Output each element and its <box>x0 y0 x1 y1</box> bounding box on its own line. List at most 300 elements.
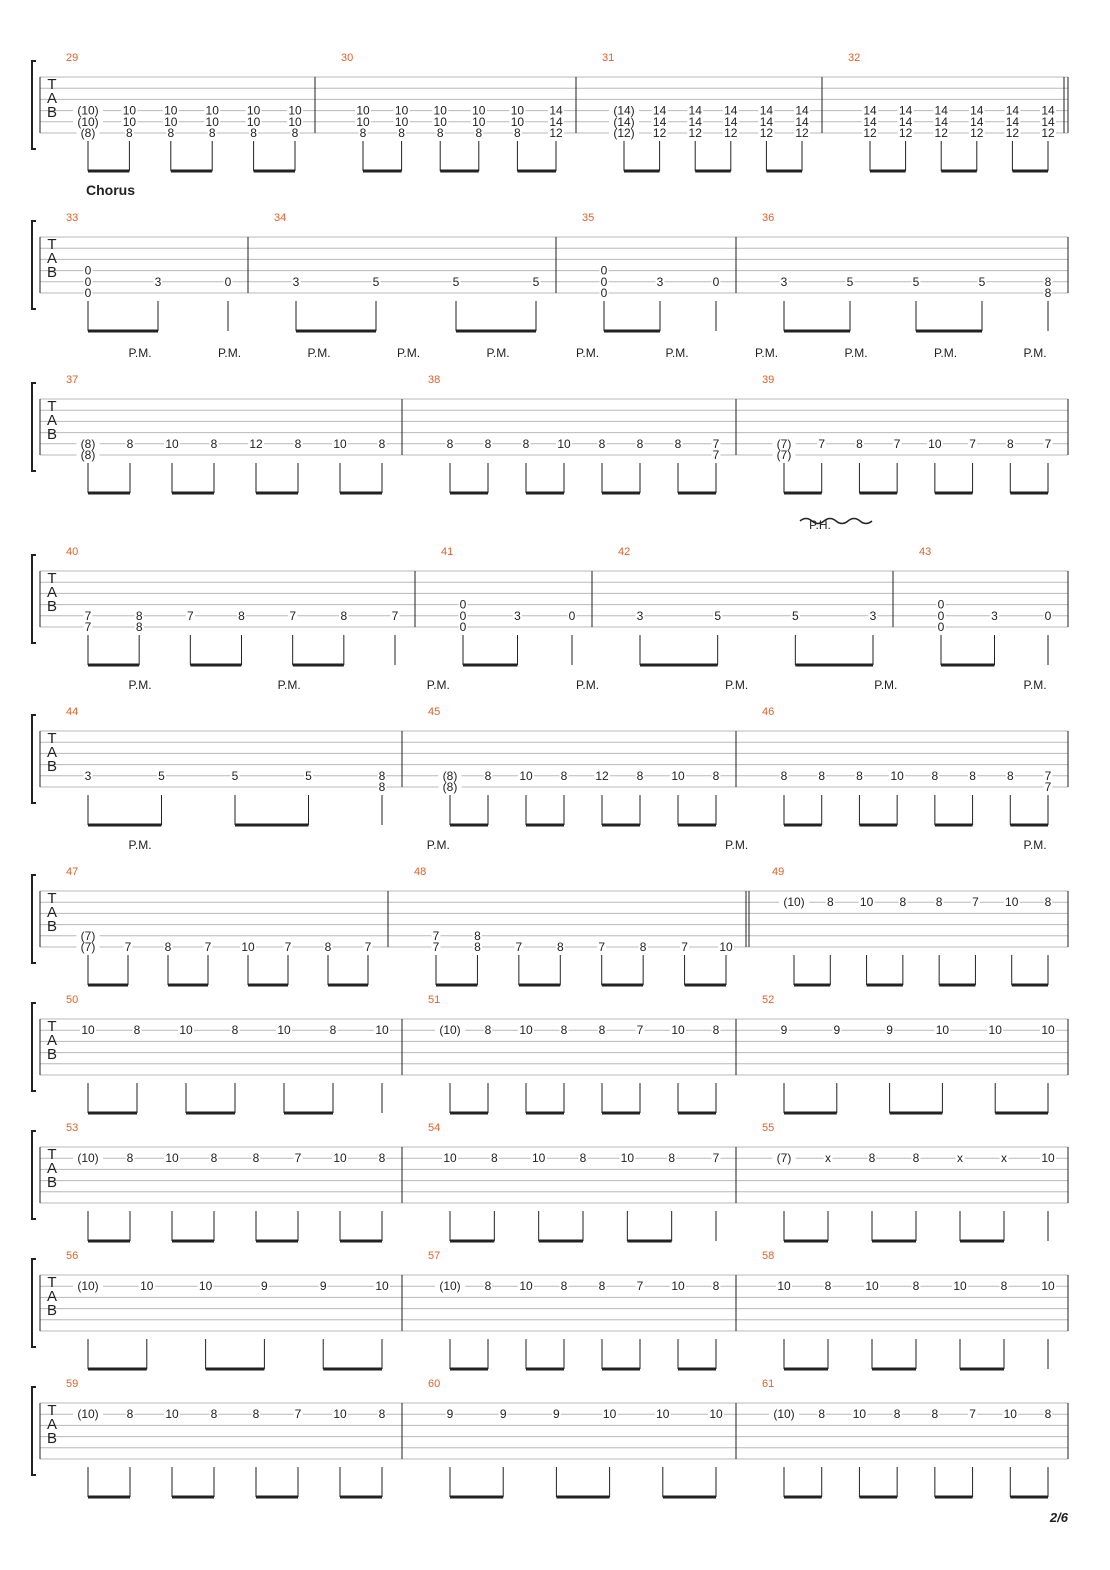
measure-number: 30 <box>341 52 354 64</box>
fret-number: 0 <box>937 597 945 612</box>
fret-number: 10 <box>531 1151 546 1166</box>
fret-number: 10 <box>928 436 942 451</box>
fret-number: 10 <box>656 1407 670 1422</box>
fret-number: 8 <box>636 768 644 783</box>
fret-number: 8 <box>329 1023 337 1038</box>
fret-number: 5 <box>305 768 312 783</box>
fret-number: 10 <box>375 1023 389 1038</box>
fret-number: 10 <box>953 1279 967 1294</box>
fret-number: 0 <box>84 263 92 278</box>
fret-number: 9 <box>446 1407 454 1422</box>
measure-number: 34 <box>274 212 287 224</box>
tab-clef-letter: A <box>46 584 58 601</box>
fret-number: 10 <box>510 114 525 129</box>
fret-number: 10 <box>1005 895 1019 910</box>
fret-number: 8 <box>126 436 134 451</box>
fret-number: 5 <box>912 274 920 289</box>
fret-number: 10 <box>709 1407 723 1422</box>
fret-number: 5 <box>978 274 986 289</box>
fret-number: (10) <box>439 1023 461 1038</box>
fret-number: 7 <box>294 1151 302 1166</box>
fret-number: x <box>825 1151 831 1166</box>
fret-number: 8 <box>231 1023 239 1038</box>
fret-number: 10 <box>333 436 347 451</box>
measure-number: 29 <box>66 52 79 64</box>
fret-number: 7 <box>636 1279 644 1294</box>
fret-number: 7 <box>515 940 523 954</box>
fret-number: 0 <box>712 274 720 289</box>
tab-clef-letter: B <box>46 104 58 121</box>
fret-number: 12 <box>970 126 984 140</box>
measure-number: 49 <box>772 866 785 878</box>
tab-clef-letter: T <box>47 1274 57 1291</box>
fret-number: 10 <box>443 1151 457 1166</box>
fret-number: 8 <box>712 1023 720 1038</box>
fret-number: 10 <box>164 114 178 129</box>
palm-mute-annotation: P.M. <box>217 346 242 360</box>
fret-number: 10 <box>671 768 685 783</box>
fret-number: 3 <box>84 768 92 783</box>
fret-number: 7 <box>969 1407 976 1422</box>
fret-number: 10 <box>557 436 571 451</box>
fret-number: 14 <box>934 114 948 129</box>
fret-number: 10 <box>1041 1151 1055 1166</box>
measure-number: 61 <box>762 1378 775 1390</box>
fret-number: 14 <box>970 103 984 118</box>
fret-number: 14 <box>652 114 667 129</box>
tab-clef-letter: B <box>46 1174 58 1191</box>
measure-number: 59 <box>66 1378 79 1390</box>
fret-number: 8 <box>560 1279 568 1294</box>
fret-number: (10) <box>783 895 805 910</box>
fret-number: 8 <box>484 436 492 451</box>
fret-number: (8) <box>80 448 96 462</box>
palm-mute-annotation: P.M. <box>128 678 152 692</box>
tab-clef-letter: T <box>47 570 57 587</box>
fret-number: 10 <box>519 1023 533 1038</box>
fret-number: 10 <box>81 1023 95 1038</box>
system-bracket <box>32 383 36 471</box>
fret-number: 10 <box>671 1279 685 1294</box>
fret-number: 8 <box>1044 895 1052 910</box>
fret-number: 7 <box>598 940 606 954</box>
fret-number: 10 <box>241 940 255 954</box>
fret-number: 10 <box>333 1407 347 1422</box>
fret-number: 8 <box>893 1407 901 1422</box>
fret-number: 0 <box>224 274 232 289</box>
tab-system <box>32 715 1068 825</box>
fret-number: 9 <box>833 1023 841 1038</box>
fret-number: 14 <box>898 114 913 129</box>
fret-number: 8 <box>126 126 133 140</box>
fret-number: 3 <box>636 608 644 623</box>
measure-number: 50 <box>66 994 79 1006</box>
palm-mute-annotation: P.M. <box>844 346 868 360</box>
fret-number: 12 <box>934 126 948 140</box>
fret-number: 0 <box>600 286 608 300</box>
fret-number: (7) <box>776 448 792 462</box>
fret-number: 8 <box>135 620 143 634</box>
fret-number: 7 <box>289 608 297 623</box>
fret-number: 8 <box>1006 436 1014 451</box>
fret-number: 10 <box>333 1151 347 1166</box>
fret-number: 8 <box>674 436 682 451</box>
fret-number: 10 <box>277 1023 291 1038</box>
fret-number: 12 <box>1041 126 1055 140</box>
fret-number: 0 <box>600 274 608 289</box>
tab-clef-letter: A <box>46 1032 58 1049</box>
fret-number: 8 <box>1006 768 1014 783</box>
fret-number: 0 <box>84 274 92 289</box>
fret-number: 7 <box>972 895 979 910</box>
fret-number: 9 <box>886 1023 893 1038</box>
fret-number: 10 <box>519 768 533 783</box>
fret-number: 8 <box>856 436 863 451</box>
fret-number: 10 <box>288 103 302 118</box>
fret-number: 10 <box>140 1279 154 1294</box>
system-bracket <box>32 715 36 803</box>
tab-clef-letter: A <box>46 1416 58 1433</box>
fret-number: 14 <box>759 114 774 129</box>
tab-clef-letter: B <box>46 1046 58 1063</box>
tab-clef-letter: A <box>46 904 58 921</box>
fret-number: 0 <box>459 597 467 612</box>
fret-number: 8 <box>668 1151 676 1166</box>
measure-number: 44 <box>66 706 79 718</box>
palm-mute-annotation: P.M. <box>1023 838 1047 852</box>
fret-number: 8 <box>474 940 481 954</box>
measure-number: 40 <box>66 546 79 558</box>
fret-number: 8 <box>475 126 483 140</box>
fret-number: 5 <box>158 768 165 783</box>
fret-number: 10 <box>620 1151 635 1166</box>
measure-number: 33 <box>66 212 79 224</box>
tab-clef-letter: B <box>46 918 58 935</box>
fret-number: 3 <box>656 274 664 289</box>
tab-clef-letter: B <box>46 1430 58 1447</box>
palm-mute-annotation: P.M. <box>426 838 450 852</box>
fret-number: 8 <box>378 1407 386 1422</box>
measure-number: 47 <box>66 866 79 878</box>
fret-number: 8 <box>252 1151 260 1166</box>
fret-number: 14 <box>652 103 667 118</box>
fret-number: 5 <box>452 274 460 289</box>
fret-number: (8) <box>442 780 458 794</box>
palm-mute-annotation: P.M. <box>575 346 600 360</box>
fret-number: 8 <box>340 608 348 623</box>
fret-number: (10) <box>77 1279 99 1294</box>
fret-number: 8 <box>359 126 367 140</box>
fret-number: (10) <box>439 1279 461 1294</box>
palm-mute-annotation: P.M. <box>1023 678 1047 692</box>
tab-system <box>32 875 1068 985</box>
fret-number: 10 <box>122 114 137 129</box>
fret-number: 8 <box>824 1279 832 1294</box>
tab-clef-letter: A <box>46 412 58 429</box>
palm-mute-annotation: P.M. <box>665 346 689 360</box>
fret-number: 14 <box>1005 114 1020 129</box>
fret-number: 5 <box>231 768 239 783</box>
fret-number: (14) <box>613 103 635 118</box>
fret-number: 10 <box>288 114 302 129</box>
fret-number: 14 <box>863 103 877 118</box>
fret-number: x <box>957 1151 963 1166</box>
system-bracket <box>32 555 36 643</box>
fret-number: 8 <box>712 1279 720 1294</box>
fret-number: 3 <box>514 608 521 623</box>
fret-number: 8 <box>912 1151 920 1166</box>
fret-number: 8 <box>1000 1279 1008 1294</box>
fret-number: 14 <box>934 103 948 118</box>
fret-number: 3 <box>154 274 162 289</box>
tab-clef-letter: T <box>47 890 57 907</box>
fret-number: 7 <box>969 436 976 451</box>
fret-number: 14 <box>1041 103 1055 118</box>
section-label: Chorus <box>86 182 135 198</box>
measure-number: 56 <box>66 1250 79 1262</box>
fret-number: 7 <box>124 940 132 954</box>
system-bracket <box>32 61 36 149</box>
fret-number: 10 <box>122 103 137 118</box>
measure-number: 42 <box>618 546 631 558</box>
fret-number: 12 <box>863 126 877 140</box>
fret-number: 10 <box>246 103 261 118</box>
tab-system <box>32 1131 1068 1241</box>
fret-number: 8 <box>1044 1407 1052 1422</box>
fret-number: 8 <box>1044 286 1052 300</box>
fret-number: (7) <box>80 928 96 943</box>
fret-number: 10 <box>394 103 409 118</box>
palm-mute-annotation: P.M. <box>486 346 510 360</box>
fret-number: 10 <box>472 114 486 129</box>
fret-number: 7 <box>364 940 372 954</box>
tab-clef-letter: B <box>46 598 58 615</box>
fret-number: 0 <box>568 608 576 623</box>
measure-number: 38 <box>428 374 441 386</box>
fret-number: 8 <box>436 126 444 140</box>
fret-number: 8 <box>1044 274 1052 289</box>
fret-number: 5 <box>846 274 854 289</box>
fret-number: 8 <box>378 1151 386 1166</box>
fret-number: 7 <box>1044 436 1052 451</box>
fret-number: 0 <box>937 608 945 623</box>
tab-system <box>32 1259 1068 1369</box>
fret-number: 7 <box>204 940 212 954</box>
fret-number: 14 <box>970 114 984 129</box>
fret-number: 8 <box>208 126 216 140</box>
palm-mute-annotation: P.M. <box>128 838 152 852</box>
fret-number: 8 <box>378 436 386 451</box>
fret-number: 14 <box>863 114 877 129</box>
fret-number: 10 <box>356 114 370 129</box>
fret-number: 8 <box>126 1151 134 1166</box>
fret-number: 14 <box>1005 103 1020 118</box>
fret-number: 8 <box>210 1151 218 1166</box>
measure-number: 45 <box>428 706 441 718</box>
fret-number: 7 <box>84 620 92 634</box>
fret-number: 10 <box>472 103 486 118</box>
tab-clef-letter: T <box>47 1018 57 1035</box>
tab-clef-letter: A <box>46 744 58 761</box>
measure-number: 46 <box>762 706 775 718</box>
fret-number: 8 <box>126 1407 134 1422</box>
fret-number: (14) <box>613 114 635 129</box>
fret-number: 12 <box>652 126 667 140</box>
fret-number: 9 <box>499 1407 507 1422</box>
fret-number: 8 <box>818 1407 826 1422</box>
fret-number: 10 <box>935 1023 950 1038</box>
fret-number: 0 <box>84 286 92 300</box>
fret-number: (7) <box>80 940 96 954</box>
fret-number: 7 <box>712 448 720 462</box>
fret-number: 14 <box>688 103 702 118</box>
fret-number: 10 <box>519 1279 533 1294</box>
fret-number: 8 <box>514 126 521 140</box>
measure-number: 48 <box>414 866 427 878</box>
fret-number: 10 <box>205 114 219 129</box>
palm-mute-annotation: P.M. <box>396 346 421 360</box>
fret-number: 14 <box>759 103 774 118</box>
fret-number: (10) <box>77 1407 99 1422</box>
fret-number: 3 <box>991 608 998 623</box>
fret-number: 14 <box>898 103 913 118</box>
fret-number: 10 <box>719 940 733 954</box>
fret-number: 10 <box>433 114 447 129</box>
tab-clef-letter: B <box>46 758 58 775</box>
fret-number: (7) <box>776 1151 792 1166</box>
system-bracket <box>32 1003 36 1091</box>
fret-number: 14 <box>549 114 563 129</box>
fret-number: 10 <box>165 436 179 451</box>
fret-number: 9 <box>553 1407 560 1422</box>
fret-number: 12 <box>898 126 913 140</box>
fret-number: 8 <box>579 1151 587 1166</box>
measure-number: 51 <box>428 994 441 1006</box>
fret-number: 10 <box>1041 1023 1055 1038</box>
fret-number: 10 <box>164 103 178 118</box>
fret-number: 8 <box>560 768 568 783</box>
fret-number: 5 <box>714 608 722 623</box>
fret-number: 3 <box>869 608 877 623</box>
tab-clef-letter: A <box>46 1288 58 1305</box>
system-bracket <box>32 1259 36 1347</box>
fret-number: 7 <box>1044 780 1052 794</box>
tab-clef-letter: T <box>47 76 57 93</box>
fret-number: 0 <box>600 263 608 278</box>
fret-number: 12 <box>759 126 774 140</box>
palm-mute-annotation: P.M. <box>725 838 749 852</box>
fret-number: 10 <box>205 103 219 118</box>
tab-clef-letter: A <box>46 250 58 267</box>
palm-mute-annotation: P.M. <box>277 678 301 692</box>
system-bracket <box>32 1387 36 1475</box>
fret-number: 8 <box>636 436 644 451</box>
fret-number: (8) <box>80 436 96 451</box>
fret-number: 10 <box>165 1151 179 1166</box>
fret-number: 8 <box>931 1407 939 1422</box>
tab-clef-letter: B <box>46 264 58 281</box>
fret-number: (10) <box>77 1151 99 1166</box>
fret-number: 8 <box>780 768 788 783</box>
tab-system <box>32 1387 1068 1497</box>
fret-number: 8 <box>931 768 939 783</box>
fret-number: 8 <box>252 1407 260 1422</box>
fret-number: 14 <box>724 114 738 129</box>
fret-number: 8 <box>324 940 332 954</box>
fret-number: 8 <box>912 1279 920 1294</box>
measure-number: 41 <box>441 546 454 558</box>
fret-number: 12 <box>795 126 809 140</box>
fret-number: 8 <box>238 608 245 623</box>
fret-number: 8 <box>484 1279 492 1294</box>
fret-number: 10 <box>1041 1279 1055 1294</box>
palm-mute-annotation: P.M. <box>725 678 749 692</box>
fret-number: 8 <box>294 436 302 451</box>
fret-number: 10 <box>246 114 261 129</box>
fret-number: 8 <box>378 768 386 783</box>
fret-number: 3 <box>292 274 300 289</box>
fret-number: 8 <box>446 436 454 451</box>
fret-number: (7) <box>776 436 792 451</box>
palm-mute-annotation: P.M. <box>575 678 600 692</box>
fret-number: 7 <box>681 940 688 954</box>
palm-mute-annotation: P.M. <box>1023 346 1047 360</box>
fret-number: 8 <box>484 1023 492 1038</box>
palm-mute-annotation: P.M. <box>933 346 958 360</box>
system-bracket <box>32 875 36 963</box>
fret-number: 7 <box>1044 768 1052 783</box>
fret-number: 10 <box>510 103 525 118</box>
system-bracket <box>32 1131 36 1219</box>
fret-number: 12 <box>549 126 563 140</box>
measure-number: 37 <box>66 374 79 386</box>
fret-number: 3 <box>780 274 788 289</box>
fret-number: 8 <box>474 928 481 943</box>
fret-number: 5 <box>791 608 799 623</box>
fret-number: 8 <box>598 1279 606 1294</box>
fret-number: 8 <box>639 940 647 954</box>
fret-number: 8 <box>250 126 257 140</box>
palm-mute-annotation: P.M. <box>874 678 898 692</box>
fret-number: 7 <box>186 608 194 623</box>
system-bracket <box>32 221 36 309</box>
fret-number: 8 <box>210 436 218 451</box>
fret-number: 12 <box>724 126 738 140</box>
fret-number: 8 <box>167 126 175 140</box>
fret-number: 8 <box>712 768 720 783</box>
tab-clef-letter: T <box>47 1146 57 1163</box>
fret-number: 0 <box>1044 608 1052 623</box>
fret-number: 8 <box>868 1151 876 1166</box>
fret-number: 5 <box>372 274 380 289</box>
fret-number: 0 <box>459 608 467 623</box>
measure-number: 31 <box>602 52 615 64</box>
measure-number: 57 <box>428 1250 441 1262</box>
fret-number: 9 <box>319 1279 327 1294</box>
fret-number: 10 <box>988 1023 1002 1038</box>
fret-number: 10 <box>375 1279 389 1294</box>
fret-number: 12 <box>1005 126 1020 140</box>
fret-number: (10) <box>773 1407 795 1422</box>
fret-number: 10 <box>671 1023 685 1038</box>
fret-number: 8 <box>135 608 143 623</box>
fret-number: 8 <box>291 126 299 140</box>
fret-number: 7 <box>636 1023 644 1038</box>
fret-number: 8 <box>210 1407 218 1422</box>
palm-mute-annotation: P.M. <box>307 346 331 360</box>
measure-number: 53 <box>66 1122 79 1134</box>
fret-number: 14 <box>1041 114 1055 129</box>
